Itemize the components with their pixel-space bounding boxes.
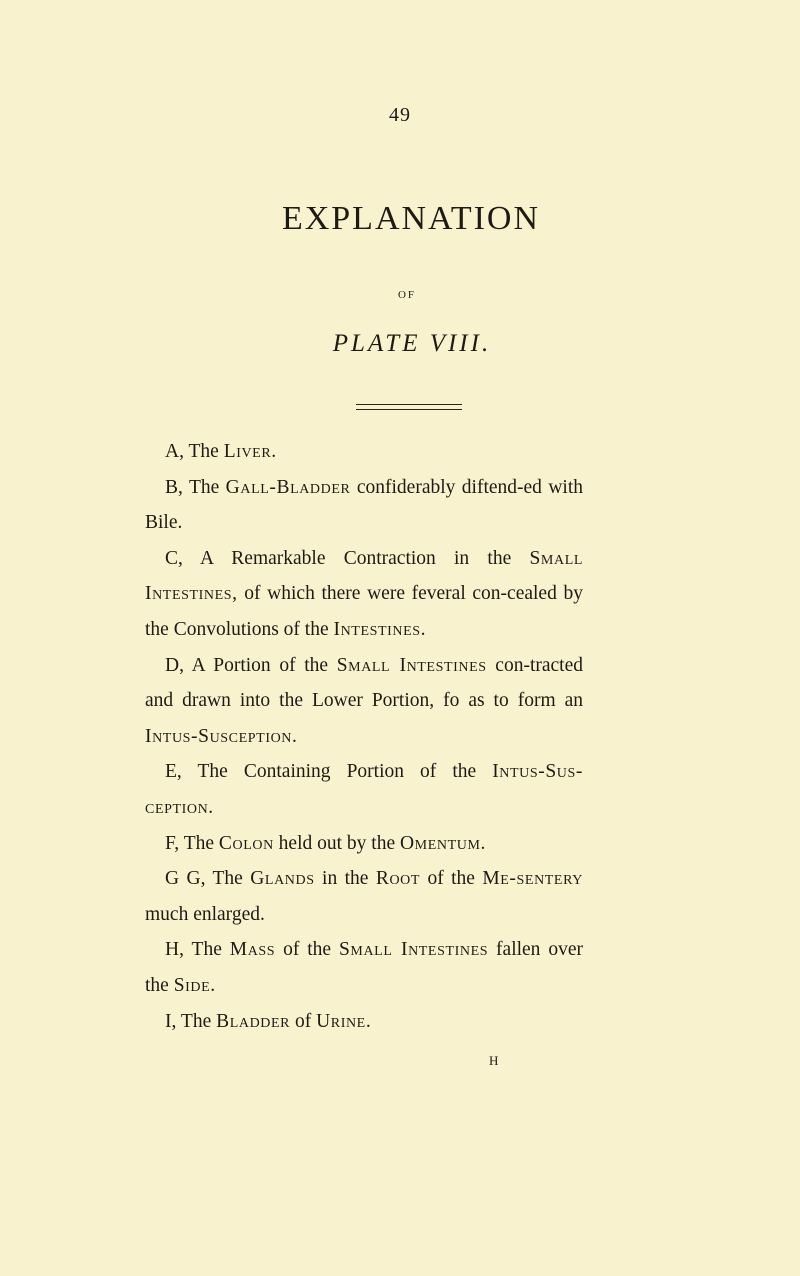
entry-letter: B, — [165, 476, 183, 498]
divider-rule-top — [356, 404, 462, 405]
entry-letter: F, — [165, 832, 180, 854]
entry-text: The — [180, 1010, 217, 1032]
entry-term: Me-sentery — [482, 868, 583, 890]
entry-text: A Portion of the — [191, 654, 337, 676]
explanation-list — [145, 434, 583, 1039]
entry-text: The — [188, 441, 224, 462]
entry-text: con-tracted and drawn into the Lower Portion, fo as to form an — [145, 654, 583, 712]
entry-0 — [145, 434, 583, 470]
plate-heading: PLATE VIII. — [332, 330, 492, 357]
divider-rule-bottom — [356, 409, 462, 410]
entry-letter: H, — [165, 939, 184, 961]
entry-2 — [145, 541, 583, 648]
entry-letter: I, — [165, 1010, 177, 1032]
title-connector: OF — [397, 289, 417, 301]
entry-term: Root — [375, 868, 421, 890]
entry-letter: A, — [165, 441, 184, 462]
entry-term: Intestines. — [333, 618, 427, 640]
entry-letter: C, — [165, 547, 183, 569]
entry-term: Mass — [229, 939, 276, 961]
entry-text: in the — [314, 868, 376, 890]
entry-text: The — [188, 476, 226, 498]
entry-term: Colon — [218, 832, 274, 854]
entry-1 — [145, 470, 583, 541]
entry-4 — [145, 754, 583, 825]
entry-term: Intus-Sus-ception. — [145, 761, 583, 818]
entry-text: The Containing Portion of the — [197, 761, 493, 783]
entry-6 — [145, 861, 583, 932]
entry-letter: E, — [165, 761, 182, 783]
entry-term: Small Intestines — [338, 939, 489, 961]
entry-3 — [145, 648, 583, 755]
entry-term: Gall-Bladder — [225, 476, 351, 498]
entry-term: Side. — [173, 974, 216, 996]
entry-term: Bladder — [216, 1010, 291, 1032]
entry-text: held out by the — [273, 832, 400, 854]
entry-8 — [145, 1004, 583, 1040]
entry-term: Small Intestines, — [145, 547, 583, 605]
entry-term: Urine. — [316, 1010, 372, 1032]
entry-text: A Remarkable Contraction in the — [200, 547, 530, 569]
page-title: EXPLANATION — [281, 200, 541, 237]
entry-text: The — [183, 832, 219, 854]
entry-text: fallen over the — [145, 939, 583, 996]
page-number: 49 — [389, 104, 411, 126]
entry-text: much enlarged. — [145, 903, 265, 925]
entry-text: of the — [275, 939, 339, 961]
entry-term: Small Intestines — [336, 654, 487, 676]
entry-text: of which there were feveral con-cealed by the Convolutions of the — [145, 583, 583, 640]
entry-7 — [145, 932, 583, 1003]
entry-letter: D, — [165, 654, 184, 676]
entry-5 — [145, 826, 583, 862]
entry-term: Intus-Susception. — [145, 725, 298, 747]
entry-text: The — [212, 868, 251, 890]
entry-text: confiderably diftend-ed with Bile. — [145, 476, 583, 534]
entry-term: Glands — [250, 868, 315, 890]
entry-text: The — [191, 939, 230, 961]
entry-text: of — [290, 1010, 317, 1032]
entry-term: Omentum. — [400, 832, 486, 854]
entry-letter: G G, — [165, 868, 206, 890]
entry-term: Liver. — [223, 441, 277, 462]
entry-text: of the — [420, 868, 483, 890]
signature-mark: H — [489, 1053, 500, 1068]
